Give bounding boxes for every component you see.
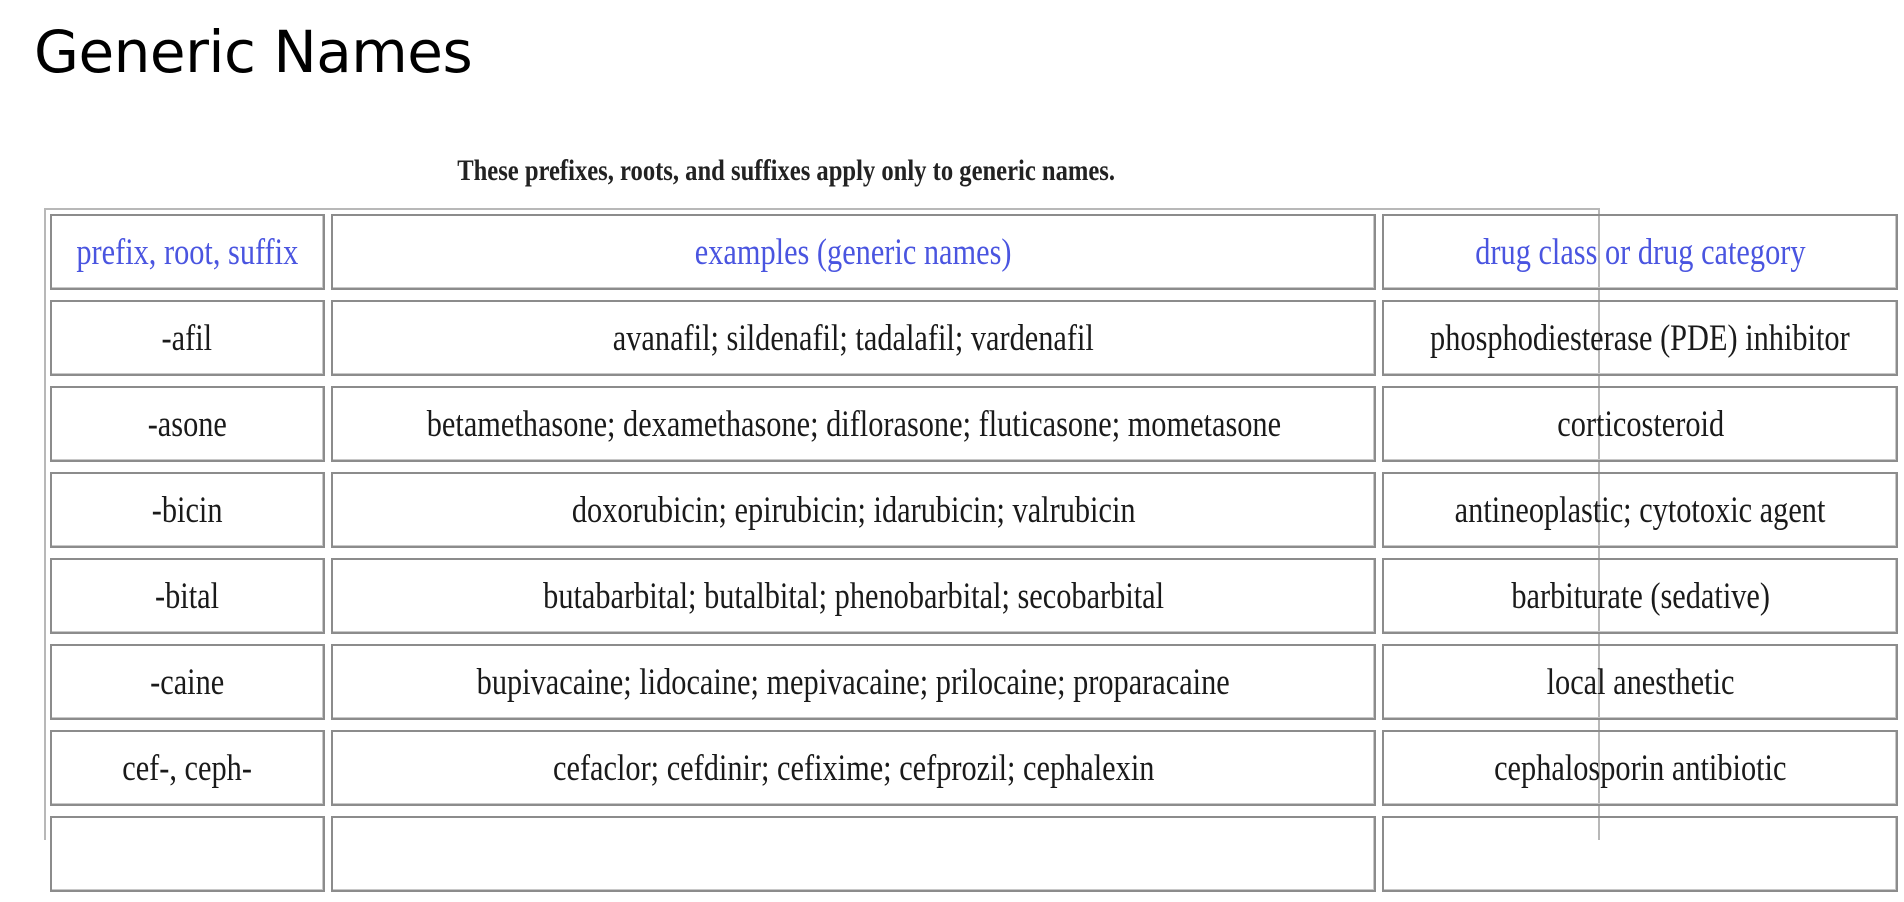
table-row — [50, 472, 1898, 548]
cell-suffix: -afil — [50, 300, 325, 376]
cell-examples: betamethasone; dexamethasone; diflorasone; fluticasone; mometasone — [331, 386, 1377, 462]
table-row — [50, 730, 1898, 806]
table-frame — [44, 208, 1851, 840]
cell-examples: avanafil; sildenafil; tadalafil; vardenafil — [331, 300, 1377, 376]
cell-drug-class: barbiturate (sedative) — [1382, 558, 1898, 634]
cell-suffix: cef-, ceph- — [50, 730, 325, 806]
cell-examples: bupivacaine; lidocaine; mepivacaine; prilocaine; proparacaine — [331, 644, 1377, 720]
cell-examples: doxorubicin; epirubicin; idarubicin; valrubicin — [331, 472, 1377, 548]
table-row-cut-off — [50, 816, 1898, 892]
table-caption — [0, 154, 1632, 200]
cell-suffix: -bicin — [50, 472, 325, 548]
cell-suffix: -asone — [50, 386, 325, 462]
cell-suffix: -bital — [50, 558, 325, 634]
cell-suffix: -caine — [50, 644, 325, 720]
header-prefix-root-suffix: prefix, root, suffix — [50, 214, 325, 290]
cell-examples: cefaclor; cefdinir; cefixime; cefprozil; cephalexin — [331, 730, 1377, 806]
cell-examples: butabarbital; butalbital; phenobarbital; secobarbital — [331, 558, 1377, 634]
table-row — [50, 300, 1898, 376]
slide-title: Generic Names — [34, 18, 473, 86]
table-header-row — [50, 214, 1898, 290]
cell-examples — [331, 816, 1377, 892]
header-examples: examples (generic names) — [331, 214, 1377, 290]
table-caption-text: These prefixes, roots, and suffixes apply only to generic names. — [457, 154, 1115, 187]
cell-drug-class: local anesthetic — [1382, 644, 1898, 720]
cell-drug-class — [1382, 816, 1898, 892]
generic-names-table — [44, 204, 1904, 902]
cell-suffix — [50, 816, 325, 892]
cell-drug-class: antineoplastic; cytotoxic agent — [1382, 472, 1898, 548]
header-drug-class: drug class or drug category — [1382, 214, 1898, 290]
table-row — [50, 644, 1898, 720]
table-row — [50, 558, 1898, 634]
table-row — [50, 386, 1898, 462]
cell-drug-class: corticosteroid — [1382, 386, 1898, 462]
cell-drug-class: phosphodiesterase (PDE) inhibitor — [1382, 300, 1898, 376]
cell-drug-class: cephalosporin antibiotic — [1382, 730, 1898, 806]
